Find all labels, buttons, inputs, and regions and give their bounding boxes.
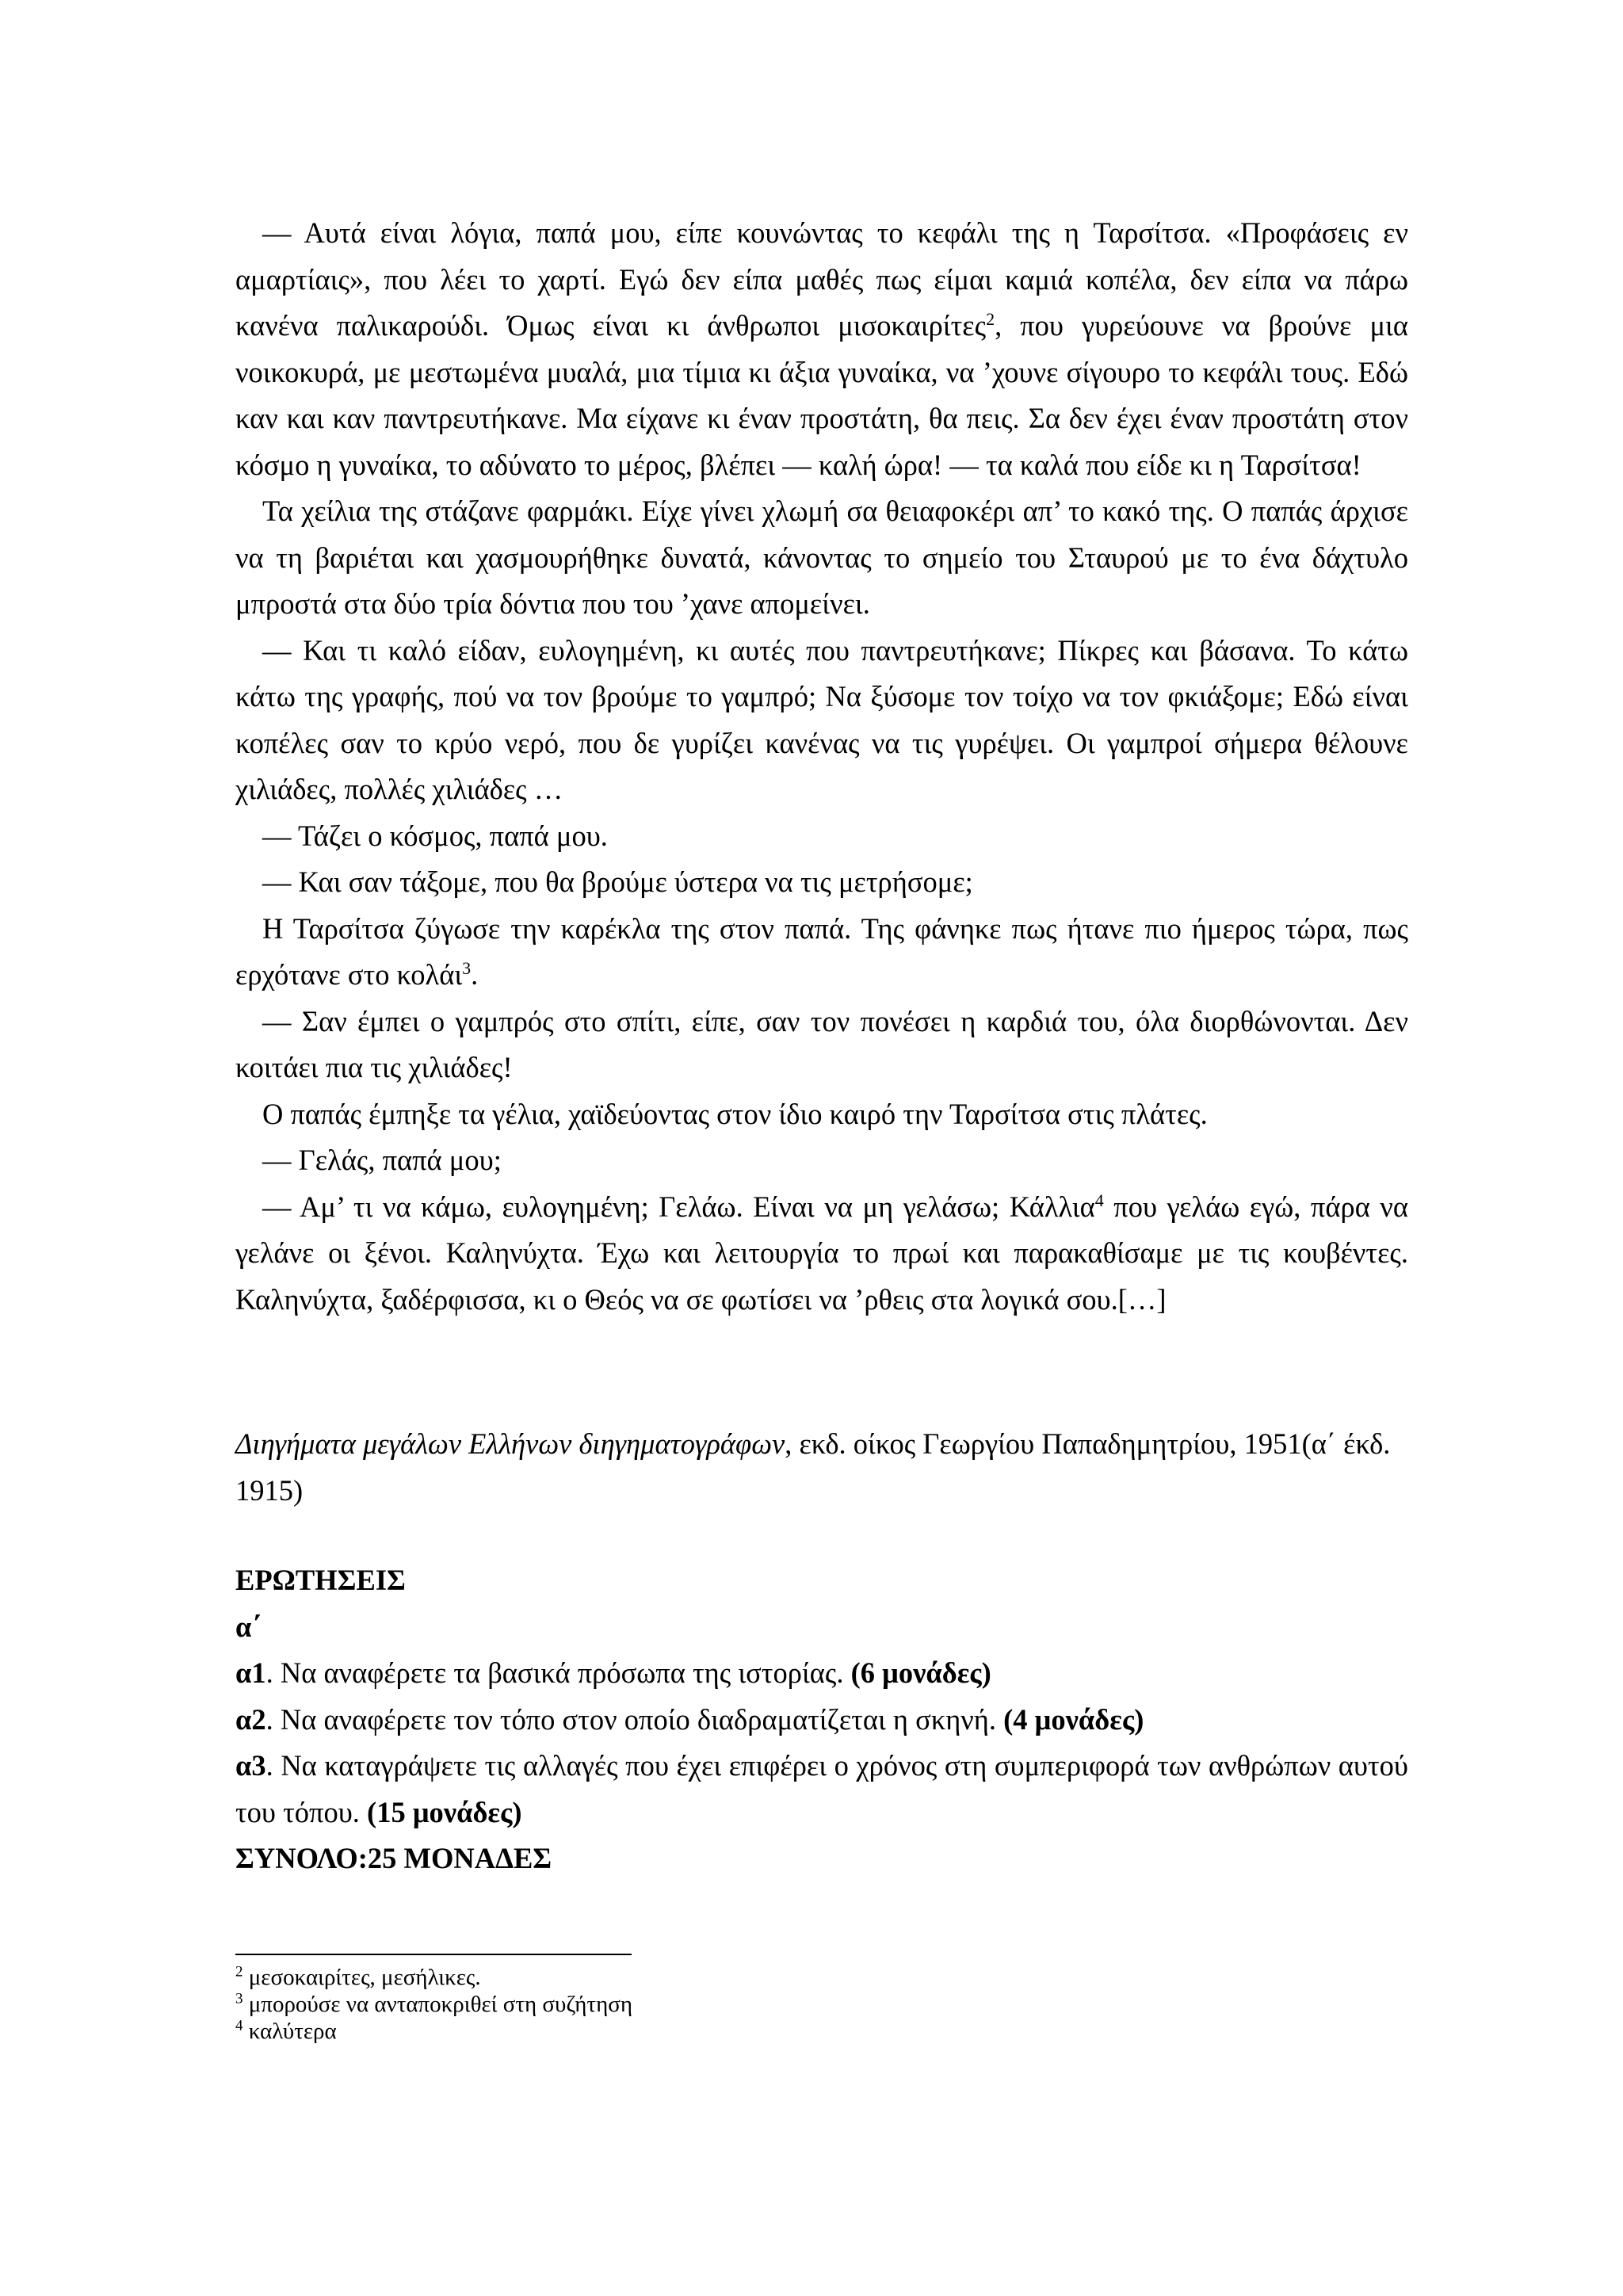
question-label: α3 <box>235 1749 266 1782</box>
question-label: α2 <box>235 1702 266 1736</box>
question-points: (15 μονάδες) <box>367 1795 522 1828</box>
paragraph <box>235 1091 1408 1138</box>
footnotes <box>235 1964 632 2045</box>
paragraph-text: — Και σαν τάξομε, που θα βρούμε ύστερα να τις μετρήσομε; <box>262 865 973 898</box>
paragraph-text: Ο παπάς έμπηξε τα γέλια, χαϊδεύοντας στον ίδιο καιρό την Ταρσίτσα στις πλάτες. <box>262 1097 1208 1130</box>
citation-title: Διηγήματα μεγάλων Ελλήνων διηγηματογράφων <box>235 1427 785 1460</box>
paragraph-text: . <box>471 958 479 991</box>
paragraph <box>235 1184 1408 1324</box>
paragraph <box>235 628 1408 813</box>
question-text: . Να αναφέρετε τον τόπο στον οποίο διαδραματίζεται η σκηνή. <box>265 1702 1004 1736</box>
paragraph <box>235 999 1408 1091</box>
paragraph <box>235 488 1408 628</box>
paragraph-text: — Γελάς, παπά μου; <box>262 1144 502 1176</box>
paragraph-text: που γελάω εγώ, πάρα να γελάνε οι ξένοι. Καληνύχτα. Έχω και λειτουργία το πρωί και παρακαθίσαμε με τις κουβέντες. Καληνύχτα, ξαδέρφισσα, κι ο Θεός να σε φωτίσει να ’ρθεις στα λογικά σου.[…] <box>235 1190 1408 1316</box>
question-points: (6 μονάδες) <box>850 1656 991 1689</box>
paragraph <box>235 859 1408 906</box>
footnote <box>235 2018 632 2045</box>
paragraph <box>235 906 1408 999</box>
footnote <box>235 1991 632 2018</box>
document-page <box>235 210 1409 1874</box>
question-points: (4 μονάδες) <box>1003 1702 1144 1736</box>
footnote-divider <box>235 1954 632 1955</box>
question-item <box>235 1743 1408 1836</box>
question-item <box>235 1697 1408 1744</box>
citation-details: , εκδ. οίκος Γεωργίου Παπαδημητρίου, 1951(α΄ έκδ. 1915) <box>235 1427 1391 1507</box>
paragraph-text: Η Ταρσίτσα ζύγωσε την καρέκλα της στον παπά. Της φάνηκε πως ήτανε πιο ήμερος τώρα, πως ερχότανε στο κολάι <box>235 911 1408 991</box>
section-label-text: α΄ <box>235 1610 262 1643</box>
footnote-text: καλύτερα <box>242 2019 337 2044</box>
question-item <box>235 1650 1408 1697</box>
questions-heading <box>235 1557 1408 1604</box>
paragraph-text: — Αμ’ τι να κάμω, ευλογημένη; Γελάω. Είναι να μη γελάσω; Κάλλια <box>262 1190 1095 1223</box>
total-points: ΣΥΝΟΛΟ:25 ΜΟΝΑΔΕΣ <box>235 1842 552 1874</box>
paragraph-text: — Τάζει ο κόσμος, παπά μου. <box>262 819 608 852</box>
footnote-text: μεσοκαιρίτες, μεσήλικες. <box>242 1965 481 1990</box>
paragraph-text: — Και τι καλό είδαν, ευλογημένη, κι αυτές που παντρευτήκανε; Πίκρες και βάσανα. Το κάτω κάτω της γραφής, πού να τον βρούμε το γαμπρό; Να ξύσομε τον τοίχο να τον φκιάξομε; Εδώ είναι κοπέλες σαν το κρύο νερό, που δε γυρίζει κανένας να τις γυρέψει. Οι γαμπροί σήμερα θέλουνε χιλιάδες, πολλές χιλιάδες … <box>235 633 1408 805</box>
paragraph <box>235 813 1408 860</box>
questions-section <box>235 1557 1408 1882</box>
footnote-ref: 2 <box>986 308 995 329</box>
footnote <box>235 1964 632 1991</box>
footnote-number: 3 <box>235 1990 243 2008</box>
question-text: . Να καταγράψετε τις αλλαγές που έχει επιφέρει ο χρόνος στη συμπεριφορά των ανθρώπων αυτού του τόπου. <box>235 1749 1408 1828</box>
footnote-ref: 3 <box>462 957 472 978</box>
questions-heading-text: ΕΡΩΤΗΣΕΙΣ <box>235 1564 406 1596</box>
section-label <box>235 1604 1408 1651</box>
paragraph <box>235 210 1408 488</box>
question-text: . Να αναφέρετε τα βασικά πρόσωπα της ιστορίας. <box>265 1656 851 1689</box>
paragraph <box>235 1137 1408 1184</box>
story-body <box>235 210 1408 1323</box>
footnote-number: 4 <box>235 2017 243 2034</box>
paragraph-text: , που γυρεύουνε να βρούνε μια νοικοκυρά, με μεστωμένα μυαλά, μια τίμια κι άξια γυναίκα, να ’χουνε σίγουρο το κεφάλι τους. Εδώ καν και καν παντρευτήκανε. Μα είχανε κι έναν προστάτη, θα πεις. Σα δεν έχει έναν προστάτη στον κόσμο η γυναίκα, το αδύνατο το μέρος, βλέπει — καλή ώρα! — τα καλά που είδε κι η Ταρσίτσα! <box>235 309 1409 481</box>
paragraph-text: — Αυτά είναι λόγια, παπά μου, είπε κουνώντας το κεφάλι της η Ταρσίτσα. «Προφάσεις εν αμαρτίαις», που λέει το χαρτί. Εγώ δεν είπα μαθές πως είμαι καμιά κοπέλα, δεν είπα να πάρω κανένα παλικαρούδι. Όμως είναι κι άνθρωποι μισοκαιρίτες <box>235 216 1408 342</box>
footnote-text: μπορούσε να ανταποκριθεί στη συζήτηση <box>242 1992 633 2017</box>
source-citation <box>235 1421 1408 1514</box>
footnote-ref: 4 <box>1094 1190 1104 1210</box>
footnote-number: 2 <box>235 1963 243 1981</box>
paragraph-text: Τα χείλια της στάζανε φαρμάκι. Είχε γίνει χλωμή σα θειαφοκέρι απ’ το κακό της. Ο παπάς άρχισε να τη βαριέται και χασμουρήθηκε δυνατά, κάνοντας το σημείο του Σταυρού με το ένα δάχτυλο μπροστά στα δύο τρία δόντια που του ’χανε απομείνει. <box>235 495 1408 620</box>
paragraph-text: — Σαν έμπει ο γαμπρός στο σπίτι, είπε, σαν τον πονέσει η καρδιά του, όλα διορθώνονται. Δεν κοιτάει πια τις χιλιάδες! <box>235 1004 1408 1083</box>
question-label: α1 <box>235 1656 266 1689</box>
